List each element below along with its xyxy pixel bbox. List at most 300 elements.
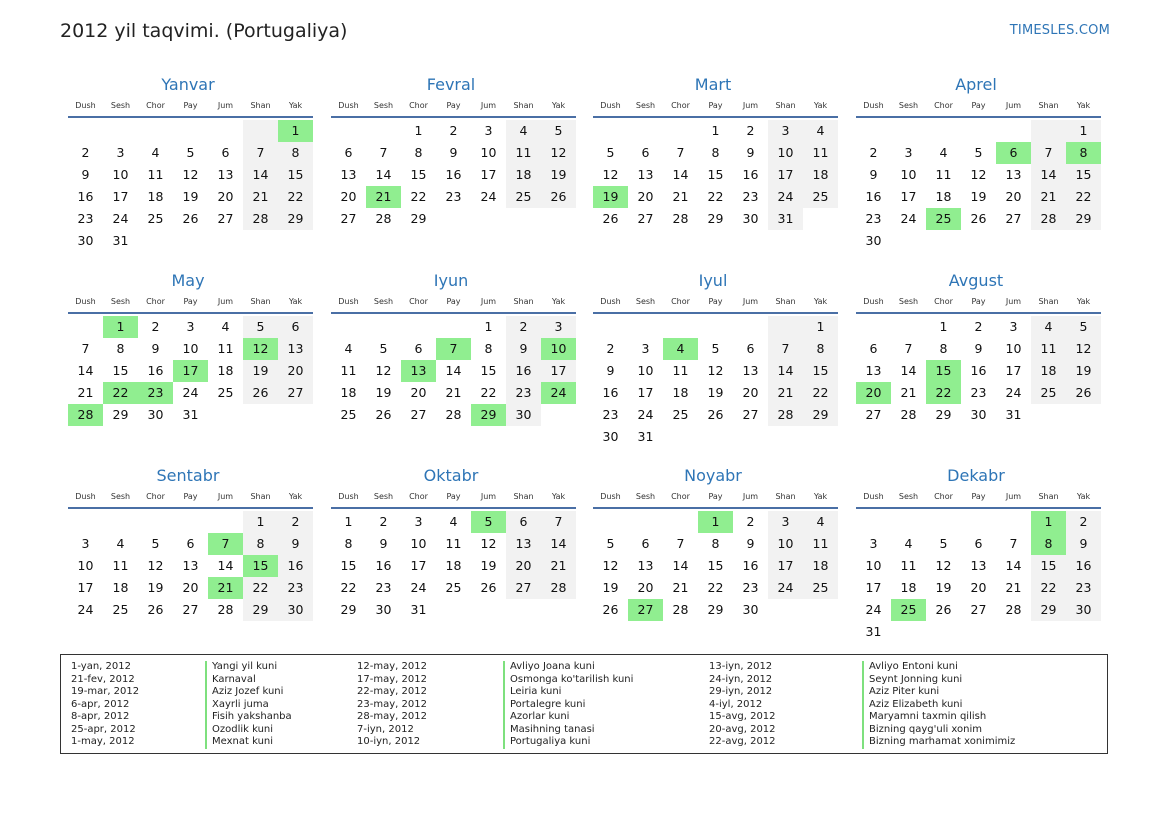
day-cell[interactable]: 25 xyxy=(217,385,234,400)
day-cell[interactable]: 26 xyxy=(375,407,392,422)
day-cell[interactable]: 23 xyxy=(375,580,392,595)
day-cell[interactable]: 18 xyxy=(340,385,357,400)
day-cell[interactable]: 21 xyxy=(672,580,689,595)
day-cell[interactable]: 21 xyxy=(243,186,278,208)
day-cell[interactable]: 27 xyxy=(970,602,987,617)
day-cell[interactable]: 28 xyxy=(900,407,917,422)
holiday-day-cell[interactable]: 5 xyxy=(471,511,506,533)
day-cell[interactable]: 31 xyxy=(410,602,427,617)
day-cell[interactable]: 22 xyxy=(1066,186,1101,208)
day-cell[interactable]: 19 xyxy=(147,580,164,595)
day-cell[interactable]: 30 xyxy=(506,404,541,426)
day-cell[interactable]: 16 xyxy=(77,189,94,204)
day-cell[interactable]: 4 xyxy=(449,514,458,529)
day-cell[interactable]: 19 xyxy=(935,580,952,595)
holiday-day-cell[interactable]: 1 xyxy=(698,511,733,533)
day-cell[interactable]: 30 xyxy=(77,233,94,248)
day-cell[interactable]: 15 xyxy=(278,164,313,186)
day-cell[interactable]: 10 xyxy=(637,363,654,378)
day-cell[interactable]: 3 xyxy=(768,120,803,142)
day-cell[interactable]: 20 xyxy=(742,385,759,400)
day-cell[interactable]: 29 xyxy=(340,602,357,617)
day-cell[interactable]: 16 xyxy=(602,385,619,400)
day-cell[interactable]: 6 xyxy=(414,341,423,356)
day-cell[interactable]: 7 xyxy=(768,338,803,360)
day-cell[interactable]: 14 xyxy=(1031,164,1066,186)
day-cell[interactable]: 26 xyxy=(935,602,952,617)
day-cell[interactable]: 3 xyxy=(1009,319,1018,334)
day-cell[interactable]: 17 xyxy=(637,385,654,400)
day-cell[interactable]: 24 xyxy=(410,580,427,595)
day-cell[interactable]: 17 xyxy=(768,555,803,577)
day-cell[interactable]: 28 xyxy=(445,407,462,422)
day-cell[interactable]: 3 xyxy=(641,341,650,356)
day-cell[interactable]: 24 xyxy=(768,577,803,599)
day-cell[interactable]: 5 xyxy=(541,120,576,142)
day-cell[interactable]: 4 xyxy=(1031,316,1066,338)
holiday-day-cell[interactable]: 1 xyxy=(1031,511,1066,533)
day-cell[interactable]: 3 xyxy=(186,319,195,334)
day-cell[interactable]: 14 xyxy=(217,558,234,573)
day-cell[interactable]: 26 xyxy=(970,211,987,226)
day-cell[interactable]: 17 xyxy=(112,189,129,204)
day-cell[interactable]: 7 xyxy=(676,536,685,551)
day-cell[interactable]: 4 xyxy=(904,536,913,551)
day-cell[interactable]: 7 xyxy=(541,511,576,533)
day-cell[interactable]: 23 xyxy=(278,577,313,599)
day-cell[interactable]: 4 xyxy=(344,341,353,356)
day-cell[interactable]: 23 xyxy=(742,580,759,595)
day-cell[interactable]: 11 xyxy=(112,558,129,573)
day-cell[interactable]: 17 xyxy=(541,360,576,382)
day-cell[interactable]: 9 xyxy=(746,536,755,551)
day-cell[interactable]: 29 xyxy=(112,407,129,422)
day-cell[interactable]: 6 xyxy=(974,536,983,551)
day-cell[interactable]: 10 xyxy=(865,558,882,573)
holiday-day-cell[interactable]: 15 xyxy=(926,360,961,382)
day-cell[interactable]: 11 xyxy=(340,363,357,378)
day-cell[interactable]: 24 xyxy=(77,602,94,617)
day-cell[interactable]: 27 xyxy=(182,602,199,617)
day-cell[interactable]: 15 xyxy=(1031,555,1066,577)
day-cell[interactable]: 23 xyxy=(602,407,619,422)
holiday-day-cell[interactable]: 8 xyxy=(1066,142,1101,164)
day-cell[interactable]: 20 xyxy=(217,189,234,204)
day-cell[interactable]: 4 xyxy=(151,145,160,160)
day-cell[interactable]: 14 xyxy=(77,363,94,378)
day-cell[interactable]: 14 xyxy=(541,533,576,555)
day-cell[interactable]: 19 xyxy=(707,385,724,400)
holiday-day-cell[interactable]: 6 xyxy=(996,142,1031,164)
day-cell[interactable]: 20 xyxy=(637,189,654,204)
day-cell[interactable]: 24 xyxy=(1005,385,1022,400)
day-cell[interactable]: 18 xyxy=(803,555,838,577)
day-cell[interactable]: 4 xyxy=(803,511,838,533)
day-cell[interactable]: 16 xyxy=(375,558,392,573)
day-cell[interactable]: 30 xyxy=(602,429,619,444)
day-cell[interactable]: 16 xyxy=(147,363,164,378)
day-cell[interactable]: 18 xyxy=(900,580,917,595)
day-cell[interactable]: 7 xyxy=(379,145,388,160)
holiday-day-cell[interactable]: 22 xyxy=(103,382,138,404)
day-cell[interactable]: 16 xyxy=(506,360,541,382)
day-cell[interactable]: 7 xyxy=(81,341,90,356)
day-cell[interactable]: 13 xyxy=(865,363,882,378)
day-cell[interactable]: 15 xyxy=(480,363,497,378)
day-cell[interactable]: 12 xyxy=(602,558,619,573)
day-cell[interactable]: 18 xyxy=(506,164,541,186)
day-cell[interactable]: 6 xyxy=(746,341,755,356)
day-cell[interactable]: 3 xyxy=(768,511,803,533)
day-cell[interactable]: 29 xyxy=(803,404,838,426)
day-cell[interactable]: 5 xyxy=(974,145,983,160)
day-cell[interactable]: 12 xyxy=(1066,338,1101,360)
day-cell[interactable]: 1 xyxy=(939,319,948,334)
day-cell[interactable]: 15 xyxy=(707,167,724,182)
day-cell[interactable]: 16 xyxy=(742,167,759,182)
holiday-day-cell[interactable]: 27 xyxy=(628,599,663,621)
day-cell[interactable]: 13 xyxy=(278,338,313,360)
holiday-day-cell[interactable]: 25 xyxy=(926,208,961,230)
day-cell[interactable]: 19 xyxy=(375,385,392,400)
holiday-day-cell[interactable]: 1 xyxy=(103,316,138,338)
day-cell[interactable]: 14 xyxy=(375,167,392,182)
day-cell[interactable]: 12 xyxy=(935,558,952,573)
day-cell[interactable]: 8 xyxy=(278,142,313,164)
day-cell[interactable]: 11 xyxy=(445,536,462,551)
day-cell[interactable]: 29 xyxy=(1031,599,1066,621)
day-cell[interactable]: 24 xyxy=(637,407,654,422)
day-cell[interactable]: 17 xyxy=(410,558,427,573)
day-cell[interactable]: 28 xyxy=(672,211,689,226)
holiday-day-cell[interactable]: 20 xyxy=(856,382,891,404)
day-cell[interactable]: 18 xyxy=(112,580,129,595)
day-cell[interactable]: 14 xyxy=(768,360,803,382)
day-cell[interactable]: 7 xyxy=(1009,536,1018,551)
day-cell[interactable]: 10 xyxy=(480,145,497,160)
day-cell[interactable]: 1 xyxy=(243,511,278,533)
day-cell[interactable]: 9 xyxy=(1066,533,1101,555)
day-cell[interactable]: 13 xyxy=(506,533,541,555)
day-cell[interactable]: 17 xyxy=(77,580,94,595)
day-cell[interactable]: 22 xyxy=(480,385,497,400)
day-cell[interactable]: 22 xyxy=(410,189,427,204)
day-cell[interactable]: 22 xyxy=(707,189,724,204)
day-cell[interactable]: 28 xyxy=(217,602,234,617)
day-cell[interactable]: 7 xyxy=(1031,142,1066,164)
day-cell[interactable]: 8 xyxy=(414,145,423,160)
day-cell[interactable]: 19 xyxy=(1066,360,1101,382)
day-cell[interactable]: 11 xyxy=(803,533,838,555)
day-cell[interactable]: 23 xyxy=(77,211,94,226)
day-cell[interactable]: 9 xyxy=(151,341,160,356)
day-cell[interactable]: 2 xyxy=(606,341,615,356)
holiday-day-cell[interactable]: 1 xyxy=(278,120,313,142)
day-cell[interactable]: 30 xyxy=(742,602,759,617)
holiday-day-cell[interactable]: 21 xyxy=(366,186,401,208)
day-cell[interactable]: 29 xyxy=(1066,208,1101,230)
day-cell[interactable]: 31 xyxy=(1005,407,1022,422)
day-cell[interactable]: 23 xyxy=(865,211,882,226)
day-cell[interactable]: 20 xyxy=(506,555,541,577)
day-cell[interactable]: 11 xyxy=(935,167,952,182)
day-cell[interactable]: 1 xyxy=(414,123,423,138)
day-cell[interactable]: 19 xyxy=(970,189,987,204)
day-cell[interactable]: 6 xyxy=(278,316,313,338)
day-cell[interactable]: 5 xyxy=(379,341,388,356)
day-cell[interactable]: 2 xyxy=(379,514,388,529)
holiday-day-cell[interactable]: 10 xyxy=(541,338,576,360)
day-cell[interactable]: 3 xyxy=(484,123,493,138)
day-cell[interactable]: 13 xyxy=(637,167,654,182)
day-cell[interactable]: 18 xyxy=(1031,360,1066,382)
holiday-day-cell[interactable]: 4 xyxy=(663,338,698,360)
day-cell[interactable]: 25 xyxy=(672,407,689,422)
day-cell[interactable]: 10 xyxy=(112,167,129,182)
day-cell[interactable]: 24 xyxy=(768,186,803,208)
day-cell[interactable]: 30 xyxy=(375,602,392,617)
day-cell[interactable]: 25 xyxy=(803,577,838,599)
day-cell[interactable]: 22 xyxy=(243,577,278,599)
day-cell[interactable]: 20 xyxy=(182,580,199,595)
day-cell[interactable]: 15 xyxy=(410,167,427,182)
day-cell[interactable]: 23 xyxy=(970,385,987,400)
day-cell[interactable]: 6 xyxy=(641,145,650,160)
day-cell[interactable]: 18 xyxy=(217,363,234,378)
day-cell[interactable]: 9 xyxy=(81,167,90,182)
day-cell[interactable]: 11 xyxy=(672,363,689,378)
day-cell[interactable]: 9 xyxy=(449,145,458,160)
day-cell[interactable]: 18 xyxy=(935,189,952,204)
day-cell[interactable]: 11 xyxy=(803,142,838,164)
day-cell[interactable]: 26 xyxy=(147,602,164,617)
day-cell[interactable]: 20 xyxy=(278,360,313,382)
day-cell[interactable]: 13 xyxy=(340,167,357,182)
day-cell[interactable]: 3 xyxy=(116,145,125,160)
day-cell[interactable]: 22 xyxy=(707,580,724,595)
day-cell[interactable]: 27 xyxy=(410,407,427,422)
day-cell[interactable]: 5 xyxy=(186,145,195,160)
day-cell[interactable]: 31 xyxy=(768,208,803,230)
day-cell[interactable]: 18 xyxy=(803,164,838,186)
day-cell[interactable]: 28 xyxy=(541,577,576,599)
day-cell[interactable]: 29 xyxy=(243,599,278,621)
day-cell[interactable]: 20 xyxy=(637,580,654,595)
day-cell[interactable]: 2 xyxy=(746,123,755,138)
day-cell[interactable]: 3 xyxy=(869,536,878,551)
day-cell[interactable]: 10 xyxy=(182,341,199,356)
day-cell[interactable]: 17 xyxy=(865,580,882,595)
day-cell[interactable]: 29 xyxy=(707,602,724,617)
day-cell[interactable]: 27 xyxy=(506,577,541,599)
day-cell[interactable]: 7 xyxy=(904,341,913,356)
day-cell[interactable]: 15 xyxy=(1066,164,1101,186)
day-cell[interactable]: 25 xyxy=(340,407,357,422)
day-cell[interactable]: 8 xyxy=(243,533,278,555)
holiday-day-cell[interactable]: 17 xyxy=(173,360,208,382)
day-cell[interactable]: 26 xyxy=(182,211,199,226)
holiday-day-cell[interactable]: 8 xyxy=(1031,533,1066,555)
day-cell[interactable]: 9 xyxy=(379,536,388,551)
day-cell[interactable]: 11 xyxy=(1031,338,1066,360)
day-cell[interactable]: 19 xyxy=(182,189,199,204)
day-cell[interactable]: 21 xyxy=(541,555,576,577)
day-cell[interactable]: 27 xyxy=(865,407,882,422)
day-cell[interactable]: 21 xyxy=(77,385,94,400)
day-cell[interactable]: 27 xyxy=(340,211,357,226)
day-cell[interactable]: 21 xyxy=(1005,580,1022,595)
day-cell[interactable]: 12 xyxy=(707,363,724,378)
day-cell[interactable]: 11 xyxy=(217,341,234,356)
day-cell[interactable]: 16 xyxy=(742,558,759,573)
day-cell[interactable]: 11 xyxy=(147,167,164,182)
day-cell[interactable]: 6 xyxy=(641,536,650,551)
day-cell[interactable]: 1 xyxy=(1066,120,1101,142)
day-cell[interactable]: 22 xyxy=(803,382,838,404)
day-cell[interactable]: 26 xyxy=(1066,382,1101,404)
day-cell[interactable]: 14 xyxy=(243,164,278,186)
day-cell[interactable]: 11 xyxy=(900,558,917,573)
day-cell[interactable]: 12 xyxy=(480,536,497,551)
day-cell[interactable]: 19 xyxy=(541,164,576,186)
day-cell[interactable]: 13 xyxy=(1005,167,1022,182)
day-cell[interactable]: 1 xyxy=(803,316,838,338)
day-cell[interactable]: 6 xyxy=(344,145,353,160)
day-cell[interactable]: 25 xyxy=(506,186,541,208)
day-cell[interactable]: 27 xyxy=(637,211,654,226)
day-cell[interactable]: 18 xyxy=(672,385,689,400)
day-cell[interactable]: 15 xyxy=(340,558,357,573)
day-cell[interactable]: 23 xyxy=(742,189,759,204)
day-cell[interactable]: 22 xyxy=(278,186,313,208)
day-cell[interactable]: 31 xyxy=(182,407,199,422)
holiday-day-cell[interactable]: 12 xyxy=(243,338,278,360)
day-cell[interactable]: 20 xyxy=(970,580,987,595)
day-cell[interactable]: 2 xyxy=(278,511,313,533)
day-cell[interactable]: 10 xyxy=(768,142,803,164)
day-cell[interactable]: 4 xyxy=(116,536,125,551)
day-cell[interactable]: 25 xyxy=(1031,382,1066,404)
day-cell[interactable]: 12 xyxy=(147,558,164,573)
day-cell[interactable]: 10 xyxy=(900,167,917,182)
day-cell[interactable]: 5 xyxy=(1066,316,1101,338)
day-cell[interactable]: 30 xyxy=(742,211,759,226)
day-cell[interactable]: 8 xyxy=(803,338,838,360)
day-cell[interactable]: 7 xyxy=(243,142,278,164)
day-cell[interactable]: 2 xyxy=(506,316,541,338)
day-cell[interactable]: 19 xyxy=(602,580,619,595)
day-cell[interactable]: 16 xyxy=(445,167,462,182)
day-cell[interactable]: 5 xyxy=(939,536,948,551)
day-cell[interactable]: 28 xyxy=(243,208,278,230)
holiday-day-cell[interactable]: 21 xyxy=(208,577,243,599)
day-cell[interactable]: 8 xyxy=(711,536,720,551)
day-cell[interactable]: 5 xyxy=(711,341,720,356)
day-cell[interactable]: 10 xyxy=(77,558,94,573)
day-cell[interactable]: 24 xyxy=(865,602,882,617)
day-cell[interactable]: 5 xyxy=(151,536,160,551)
day-cell[interactable]: 4 xyxy=(939,145,948,160)
day-cell[interactable]: 25 xyxy=(112,602,129,617)
day-cell[interactable]: 24 xyxy=(900,211,917,226)
day-cell[interactable]: 1 xyxy=(484,319,493,334)
holiday-day-cell[interactable]: 23 xyxy=(138,382,173,404)
day-cell[interactable]: 23 xyxy=(445,189,462,204)
day-cell[interactable]: 9 xyxy=(974,341,983,356)
day-cell[interactable]: 22 xyxy=(340,580,357,595)
day-cell[interactable]: 27 xyxy=(217,211,234,226)
day-cell[interactable]: 2 xyxy=(746,514,755,529)
day-cell[interactable]: 1 xyxy=(344,514,353,529)
day-cell[interactable]: 21 xyxy=(900,385,917,400)
day-cell[interactable]: 31 xyxy=(637,429,654,444)
day-cell[interactable]: 15 xyxy=(803,360,838,382)
day-cell[interactable]: 29 xyxy=(935,407,952,422)
day-cell[interactable]: 28 xyxy=(672,602,689,617)
day-cell[interactable]: 24 xyxy=(112,211,129,226)
holiday-day-cell[interactable]: 7 xyxy=(208,533,243,555)
day-cell[interactable]: 18 xyxy=(445,558,462,573)
day-cell[interactable]: 21 xyxy=(768,382,803,404)
day-cell[interactable]: 2 xyxy=(1066,511,1101,533)
holiday-day-cell[interactable]: 29 xyxy=(471,404,506,426)
day-cell[interactable]: 20 xyxy=(340,189,357,204)
day-cell[interactable]: 23 xyxy=(1066,577,1101,599)
day-cell[interactable]: 3 xyxy=(904,145,913,160)
day-cell[interactable]: 23 xyxy=(506,382,541,404)
day-cell[interactable]: 9 xyxy=(869,167,878,182)
day-cell[interactable]: 13 xyxy=(970,558,987,573)
day-cell[interactable]: 24 xyxy=(182,385,199,400)
day-cell[interactable]: 8 xyxy=(939,341,948,356)
day-cell[interactable]: 2 xyxy=(869,145,878,160)
day-cell[interactable]: 5 xyxy=(606,145,615,160)
day-cell[interactable]: 27 xyxy=(278,382,313,404)
site-logo[interactable]: TIMESLES.COM xyxy=(1009,23,1110,38)
day-cell[interactable]: 6 xyxy=(869,341,878,356)
day-cell[interactable]: 9 xyxy=(506,338,541,360)
day-cell[interactable]: 7 xyxy=(676,145,685,160)
day-cell[interactable]: 27 xyxy=(742,407,759,422)
day-cell[interactable]: 9 xyxy=(746,145,755,160)
day-cell[interactable]: 29 xyxy=(707,211,724,226)
day-cell[interactable]: 4 xyxy=(803,120,838,142)
day-cell[interactable]: 31 xyxy=(865,624,882,639)
day-cell[interactable]: 13 xyxy=(742,363,759,378)
day-cell[interactable]: 19 xyxy=(480,558,497,573)
day-cell[interactable]: 30 xyxy=(865,233,882,248)
day-cell[interactable]: 17 xyxy=(480,167,497,182)
day-cell[interactable]: 17 xyxy=(1005,363,1022,378)
day-cell[interactable]: 20 xyxy=(410,385,427,400)
day-cell[interactable]: 3 xyxy=(414,514,423,529)
day-cell[interactable]: 30 xyxy=(278,599,313,621)
day-cell[interactable]: 21 xyxy=(445,385,462,400)
day-cell[interactable]: 24 xyxy=(480,189,497,204)
day-cell[interactable]: 5 xyxy=(606,536,615,551)
day-cell[interactable]: 30 xyxy=(970,407,987,422)
day-cell[interactable]: 21 xyxy=(672,189,689,204)
day-cell[interactable]: 4 xyxy=(506,120,541,142)
day-cell[interactable]: 9 xyxy=(606,363,615,378)
day-cell[interactable]: 29 xyxy=(410,211,427,226)
day-cell[interactable]: 20 xyxy=(1005,189,1022,204)
day-cell[interactable]: 2 xyxy=(151,319,160,334)
holiday-day-cell[interactable]: 19 xyxy=(593,186,628,208)
day-cell[interactable]: 28 xyxy=(1005,602,1022,617)
day-cell[interactable]: 15 xyxy=(112,363,129,378)
day-cell[interactable]: 28 xyxy=(768,404,803,426)
